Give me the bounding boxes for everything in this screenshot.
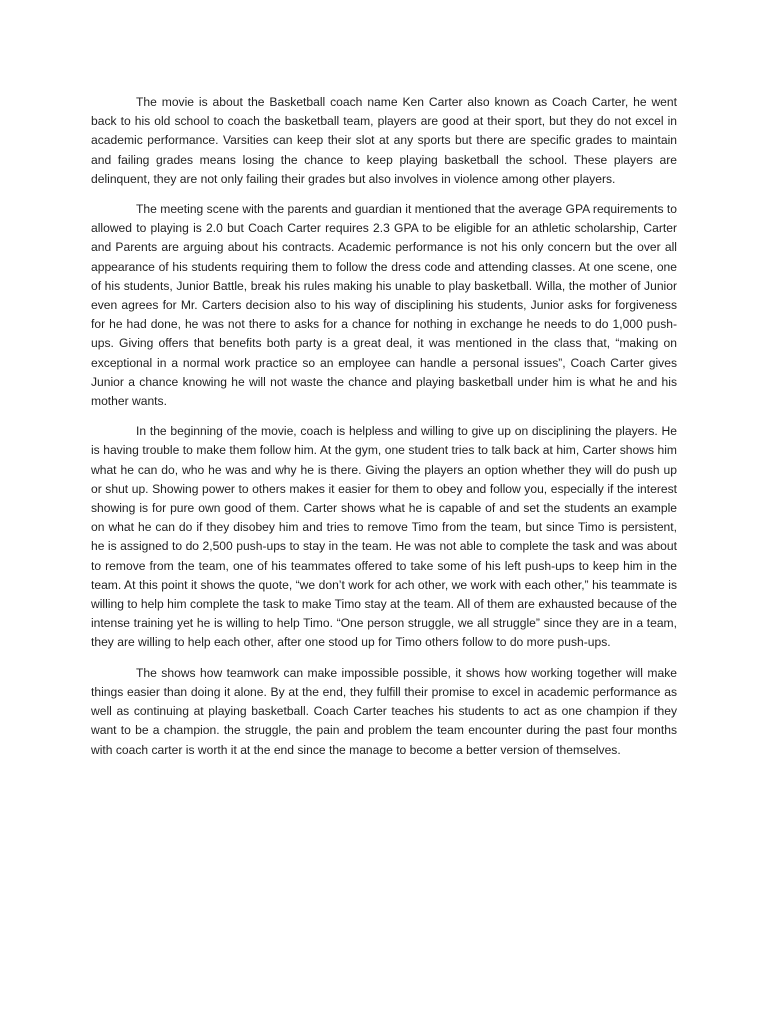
paragraph-2: The meeting scene with the parents and guardian it mentioned that the average GPA requirements to allowed to playing is 2.0 but Coach Carter requires 2.3 GPA to be eligible for an athletic scholarship, Carter and Parents are arguing about his contracts. Academic performance is not his only concern but the over all appearance of his students requiring them to follow the dress code and attending classes. At one scene, one of his students, Junior Battle, break his rules making his unable to play basketball. Willa, the mother of Junior even agrees for Mr. Carters decision also to his way of disciplining his students, Junior asks for forgiveness for he had done, he was not there to asks for a chance for nothing in exchange he needs to do 1,000 push-ups. Giving offers that benefits both party is a great deal, it was mentioned in the class that, “making on exceptional in a normal work practice so an employee can handle a personal issues”, Coach Carter gives Junior a chance knowing he will not waste the chance and playing basketball under him is what he and his mother wants. <box>91 202 677 409</box>
paragraph-3: In the beginning of the movie, coach is helpless and willing to give up on disciplining the players. He is having trouble to make them follow him. At the gym, one student tries to talk back at him, Carter shows him what he can do, who he was and why he is there. Giving the players an option whether they will do push up or shut up. Showing power to others makes it easier for them to obey and follow you, especially if the interest showing is for pure own good of them. Carter shows what he is capable of and set the students an example on what he can do if they disobey him and tries to remove Timo from the team, but since Timo is persistent, he is assigned to do 2,500 push-ups to stay in the team. He was not able to complete the task and was about to remove from the team, one of his teammates offered to take some of his left push-ups to keep him in the team. At this point it shows the quote, “we don’t work for ach other, we work with each other,” his teammate is willing to help him complete the task to make Timo stay at the team. All of them are exhausted because of the intense training yet he is willing to help Timo. “One person struggle, we all struggle” since they are in a team, they are willing to help each other, after one stood up for Timo others follow to do more push-ups. <box>91 424 677 650</box>
paragraph-4: The shows how teamwork can make impossible possible, it shows how working together will make things easier than doing it alone. By at the end, they fulfill their promise to excel in academic performance as well as continuing at playing basketball. Coach Carter teaches his students to act as one champion if they want to be a champion. the struggle, the pain and problem the team encounter during the past four months with coach carter is worth it at the end since the manage to become a better version of themselves. <box>91 665 677 757</box>
paragraph-1: The movie is about the Basketball coach name Ken Carter also known as Coach Carter, he went back to his old school to coach the basketball team, players are good at their sport, but they do not excel in academic performance. Varsities can keep their slot at any sports but there are specific grades to maintain and failing grades means losing the chance to keep playing basketball the school. These players are delinquent, they are not only failing their grades but also involves in violence among other players. <box>91 95 677 186</box>
document-page <box>91 93 677 771</box>
